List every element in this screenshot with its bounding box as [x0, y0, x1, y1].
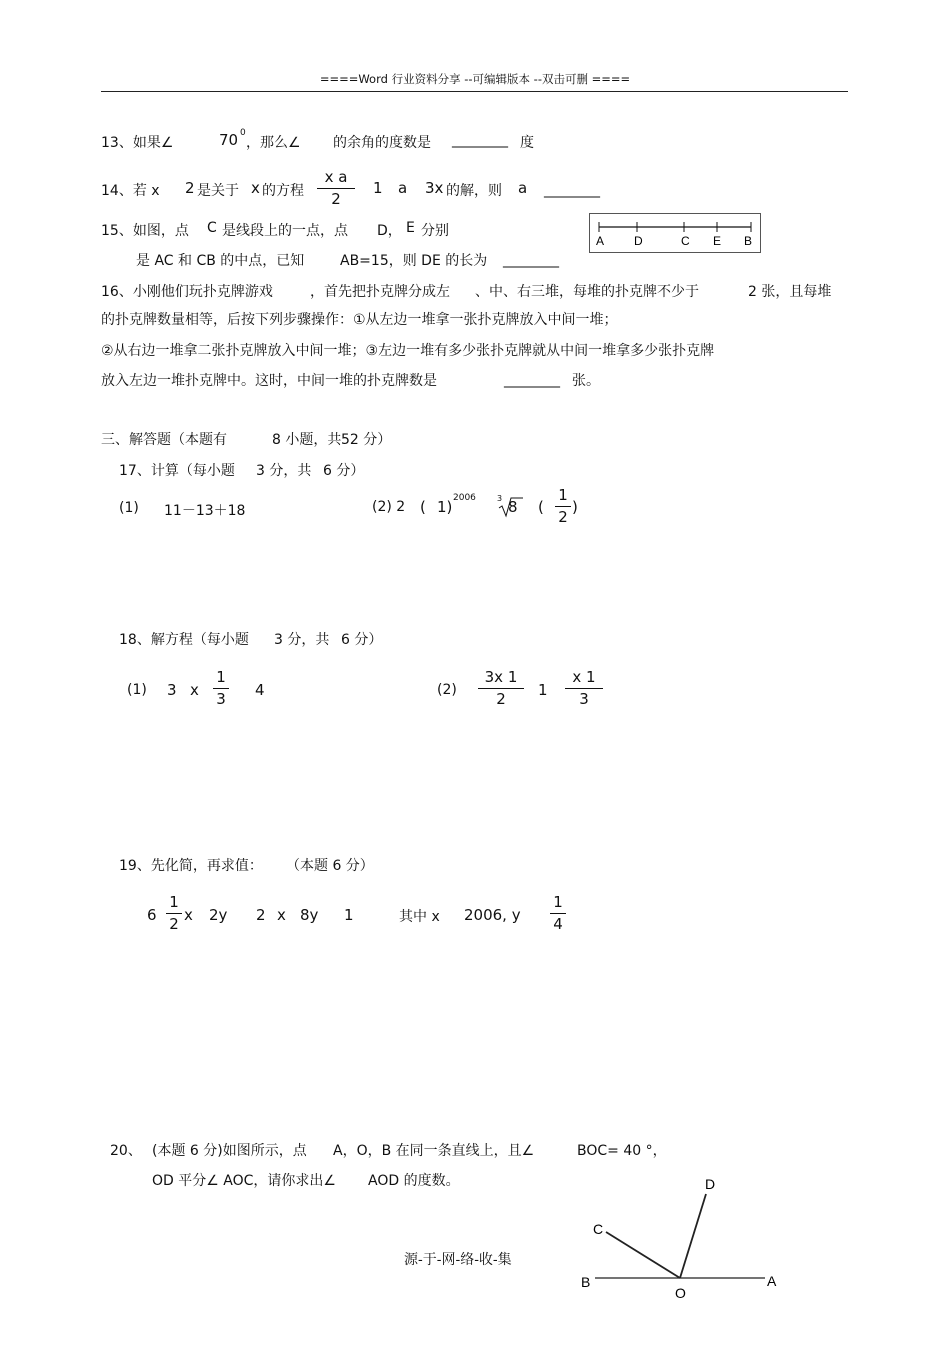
q14-fraction-bar: [317, 188, 355, 189]
q18-title-c: 6 分）: [341, 632, 383, 648]
q17-title-a: 17、计算（每小题: [119, 463, 235, 479]
q13-degree-sup: 0: [240, 128, 246, 138]
q15-segment-figure: [589, 213, 761, 253]
page-footer: 源-于-网-络-收-集: [404, 1252, 512, 1268]
q15-line2-b: AB=15，则 DE 的长为: [340, 253, 488, 269]
page-header: ====Word 行业资料分享 --可编辑版本 --双击可删 ====: [319, 72, 631, 86]
q17-title-c: 6 分）: [323, 463, 365, 479]
q14-var-a: a: [398, 179, 408, 197]
q13-answer-blank: ________: [452, 132, 508, 148]
q19-8y: 8y: [300, 906, 319, 924]
q16-line1-c: 、中、右三堆，每堆的扑克牌不少于: [475, 284, 699, 300]
q19-quarter-numerator: 1: [553, 893, 563, 911]
q17-part2-neg-one: 1): [437, 498, 453, 516]
q17-part2-paren-close: ): [572, 498, 578, 516]
q17-part1-expression: 11－13＋18: [164, 503, 246, 519]
q14-answer-blank: ________: [544, 182, 600, 198]
q18-part2-right-numerator: x 1: [572, 668, 596, 686]
q19-quarter-denominator: 4: [553, 915, 563, 933]
q20-label-o: O: [675, 1285, 686, 1301]
q14-value-1: 1: [373, 179, 383, 197]
q18-part2-fraction-left: [478, 670, 524, 707]
q19-title-b: （本题 6 分）: [286, 858, 374, 874]
q14-fraction-numerator: x a: [324, 168, 348, 186]
q20-label-b: B: [581, 1274, 591, 1290]
q17-part1-label: (1): [119, 500, 139, 516]
q13-text-d: 的余角的度数是: [333, 135, 431, 151]
q14-text-c: 是关于: [197, 183, 239, 199]
q15-line1-a: 15、如图，点: [101, 223, 189, 239]
q14-term-3x: 3x: [425, 179, 444, 197]
header-divider: [101, 91, 848, 92]
section-3-text-a: 三、解答题（本题有: [101, 432, 227, 448]
q19-quarter-bar: [550, 913, 566, 914]
q17-root-index: 3: [497, 494, 503, 503]
q17-half-numerator: 1: [558, 486, 568, 504]
q17-half-fraction: [555, 488, 571, 525]
q14-text-a: 14、若 x: [101, 183, 160, 199]
q14-fraction-denominator: 2: [331, 190, 341, 208]
q17-half-bar: [555, 506, 571, 507]
q15-line1-b: C: [207, 220, 217, 236]
q18-part2-right-bar: [565, 688, 603, 689]
q20-angle-figure: [575, 1170, 790, 1305]
q14-fraction: [317, 170, 355, 207]
q16-line4-b: 张。: [572, 373, 600, 389]
q15-line1-e: E: [406, 220, 415, 236]
q17-part2-exponent: 2006: [453, 493, 476, 503]
q14-var-x: x: [251, 179, 260, 197]
q17-part2-paren-open: (: [420, 498, 426, 516]
q18-part2-right-denominator: 3: [579, 690, 589, 708]
q16-line3: ②从右边一堆拿二张扑克牌放入中间一堆；③左边一堆有多少张扑克牌就从中间一堆拿多少张扑克牌: [101, 343, 715, 359]
q16-line1-b: ，首先把扑克牌分成左: [310, 284, 450, 300]
q18-part1-fraction: [213, 670, 229, 707]
q16-line2: 的扑克牌数量相等，后按下列步骤操作：①从左边一堆拿一张扑克牌放入中间一堆；: [101, 312, 618, 328]
q20-label-d: D: [705, 1176, 716, 1192]
q15-answer-blank: ________: [503, 252, 559, 268]
q19-where-x: 其中 x: [399, 909, 440, 925]
q15-line2-a: 是 AC 和 CB 的中点，已知: [136, 253, 305, 269]
q19-half-numerator: 1: [169, 893, 179, 911]
q19-half-fraction: [166, 895, 182, 932]
q19-title-a: 19、先化简，再求值：: [119, 858, 263, 874]
q20-line1-a: 20、: [110, 1143, 142, 1159]
q16-line1-a: 16、小刚他们玩扑克牌游戏: [101, 284, 273, 300]
q18-part1-x: x: [190, 681, 199, 699]
q16-answer-blank: ________: [504, 372, 560, 388]
q19-x-1: x: [184, 906, 193, 924]
q17-part2-paren-open-2: (: [538, 498, 544, 516]
q14-var-a-2: a: [518, 179, 528, 197]
q19-half-bar: [166, 913, 182, 914]
q18-part1-four: 4: [255, 681, 265, 699]
q14-text-e: 的方程: [262, 183, 304, 199]
q18-part2-fraction-right: [565, 670, 603, 707]
q20-line1-c: A，O，B 在同一条直线上，且∠: [333, 1143, 535, 1159]
q18-part1-bar: [213, 688, 229, 689]
q19-half-denominator: 2: [169, 915, 179, 933]
q19-two: 2: [256, 906, 266, 924]
q18-part2-left-denominator: 2: [496, 690, 506, 708]
q18-part2-left-numerator: 3x 1: [484, 668, 518, 686]
q14-value-2: 2: [185, 179, 195, 197]
section-3-text-b: 8 小题，共: [272, 432, 342, 448]
q19-one: 1: [344, 906, 354, 924]
q14-text-i: 的解，则: [446, 183, 502, 199]
q16-line4-a: 放入左边一堆扑克牌中。这时，中间一堆的扑克牌数是: [101, 373, 437, 389]
q18-title-a: 18、解方程（每小题: [119, 632, 249, 648]
q15-label-b: B: [744, 234, 753, 248]
q19-x-2: x: [277, 906, 286, 924]
q19-values: 2006, y: [464, 906, 521, 924]
q20-line2-b: AOD 的度数。: [368, 1173, 460, 1189]
q20-label-c: C: [593, 1221, 604, 1237]
q20-ray-oc: [606, 1232, 680, 1278]
q18-part2-label: (2): [437, 682, 457, 698]
q13-text-e: 度: [520, 135, 534, 151]
q18-part1-label: (1): [127, 682, 147, 698]
q17-root-radicand: 8: [508, 498, 518, 516]
q17-part2-label: (2) 2: [372, 499, 406, 515]
q20-line2-a: OD 平分∠ AOC，请你求出∠: [152, 1173, 336, 1189]
q18-title-b: 3 分，共: [274, 632, 330, 648]
q20-line1-d: BOC= 40 °，: [577, 1143, 667, 1159]
q19-2y: 2y: [209, 906, 228, 924]
q20-label-a: A: [767, 1273, 777, 1289]
q17-half-denominator: 2: [558, 508, 568, 526]
q15-line1-d: D，: [377, 223, 402, 239]
q18-part1-three: 3: [167, 681, 177, 699]
q15-label-a: A: [596, 234, 605, 248]
q15-label-e: E: [713, 234, 722, 248]
q15-line1-c: 是线段上的一点，点: [222, 223, 348, 239]
q15-label-c: C: [681, 234, 690, 248]
q19-quarter-fraction: [550, 895, 566, 932]
q13-text-a: 13、如果∠: [101, 135, 174, 151]
q19-six: 6: [147, 906, 157, 924]
q13-angle-value: 70: [219, 131, 239, 149]
q15-label-d: D: [634, 234, 643, 248]
q17-title-b: 3 分，共: [256, 463, 312, 479]
q18-part1-numerator: 1: [216, 668, 226, 686]
q13-text-c: ，那么∠: [246, 135, 301, 151]
section-3-text-c: 52 分）: [341, 432, 392, 448]
q20-line1-b: (本题 6 分)如图所示，点: [152, 1143, 307, 1159]
q18-part2-left-bar: [478, 688, 524, 689]
q15-line1-f: 分别: [421, 223, 449, 239]
q20-ray-od: [680, 1194, 706, 1278]
q18-part1-denominator: 3: [216, 690, 226, 708]
q15-figure-frame: [590, 214, 761, 253]
q18-part2-one: 1: [538, 681, 548, 699]
q16-line1-d: 2 张，且每堆: [748, 284, 832, 300]
